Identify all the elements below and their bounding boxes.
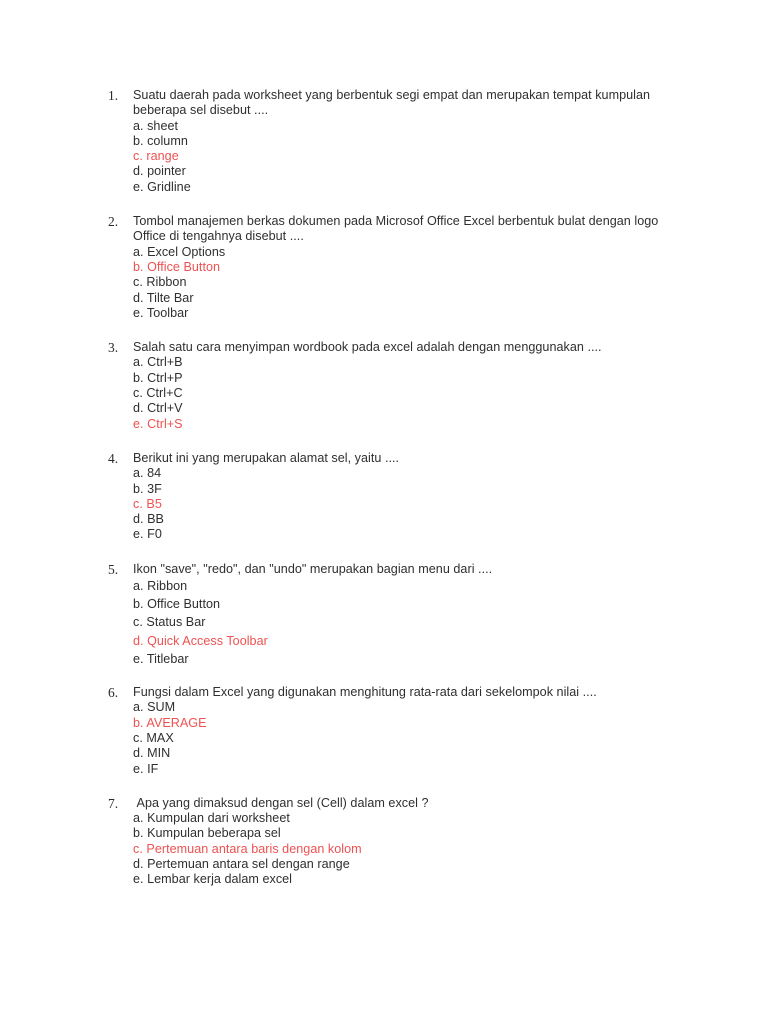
question-block-7 [108, 796, 668, 888]
option-6-e[interactable]: e. IF [133, 761, 159, 776]
option-7-d[interactable]: d. Pertemuan antara sel dengan range [133, 857, 350, 871]
option-1-e[interactable]: e. Gridline [133, 179, 191, 194]
option-1-b[interactable]: b. column [133, 133, 188, 148]
option-list-4 [108, 466, 668, 542]
question-heading-4 [108, 451, 668, 466]
option-4-b[interactable]: b. 3F [133, 481, 162, 496]
question-text-6: Fungsi dalam Excel yang digunakan menghitung rata-rata dari sekelompok nilai .... [133, 685, 597, 700]
question-heading-5 [108, 562, 668, 577]
option-2-e[interactable]: e. Toolbar [133, 305, 189, 320]
option-4-c[interactable]: c. B5 [133, 496, 162, 511]
quiz-question-list [108, 88, 668, 907]
question-text-5: Ikon "save", "redo", dan "undo" merupakan bagian menu dari .... [133, 561, 493, 576]
option-2-c[interactable]: c. Ribbon [133, 275, 187, 290]
question-heading-7 [108, 796, 668, 811]
question-heading-1 [108, 88, 668, 119]
question-text-7: Apa yang dimaksud dengan sel (Cell) dalam excel ? [133, 795, 429, 810]
option-7-a[interactable]: a. Kumpulan dari worksheet [133, 811, 290, 826]
question-block-5 [108, 562, 668, 668]
option-7-c[interactable]: c. Pertemuan antara baris dengan kolom [133, 841, 362, 856]
option-7-b[interactable]: b. Kumpulan beberapa sel [133, 826, 281, 841]
question-text-2: Tombol manajemen berkas dokumen pada Microsof Office Excel berbentuk bulat dengan logo Office di tengahnya disebut .... [133, 214, 662, 244]
option-3-b[interactable]: b. Ctrl+P [133, 370, 183, 385]
option-list-3 [108, 355, 668, 431]
option-6-d[interactable]: d. MIN [133, 746, 171, 761]
option-1-c[interactable]: c. range [133, 149, 179, 164]
option-1-a[interactable]: a. sheet [133, 118, 179, 133]
question-number-6: 6. [108, 685, 119, 701]
option-list-5 [108, 577, 668, 668]
option-7-e[interactable]: e. Lembar kerja dalam excel [133, 872, 293, 887]
option-3-e[interactable]: e. Ctrl+S [133, 416, 183, 431]
question-block-4 [108, 451, 668, 543]
question-block-1 [108, 88, 668, 195]
option-2-d[interactable]: d. Tilte Bar [133, 290, 194, 305]
option-1-d[interactable]: d. pointer [133, 164, 186, 179]
question-heading-3 [108, 340, 668, 355]
option-6-b[interactable]: b. AVERAGE [133, 715, 207, 730]
option-4-e[interactable]: e. F0 [133, 527, 162, 542]
option-list-7 [108, 811, 668, 887]
question-number-4: 4. [108, 450, 119, 466]
option-4-a[interactable]: a. 84 [133, 466, 162, 481]
question-number-1: 1. [108, 88, 119, 103]
question-number-2: 2. [108, 214, 119, 230]
question-number-5: 5. [108, 561, 119, 577]
question-number-7: 7. [108, 795, 119, 811]
question-heading-6 [108, 685, 668, 700]
option-list-6 [108, 700, 668, 776]
option-5-d[interactable]: d. Quick Access Toolbar [133, 633, 268, 648]
option-4-d[interactable]: d. BB [133, 512, 164, 527]
option-2-b[interactable]: b. Office Button [133, 259, 221, 274]
option-list-2 [108, 245, 668, 321]
question-block-6 [108, 685, 668, 777]
question-number-3: 3. [108, 340, 119, 356]
option-5-c[interactable]: c. Status Bar [133, 615, 206, 630]
question-block-2 [108, 214, 668, 321]
option-5-b[interactable]: b. Office Button [133, 597, 221, 612]
question-block-3 [108, 340, 668, 432]
option-5-a[interactable]: a. Ribbon [133, 579, 188, 594]
question-heading-2 [108, 214, 668, 245]
option-5-e[interactable]: e. Titlebar [133, 651, 189, 666]
option-6-c[interactable]: c. MAX [133, 730, 174, 745]
option-3-c[interactable]: c. Ctrl+C [133, 386, 183, 401]
option-6-a[interactable]: a. SUM [133, 700, 176, 715]
option-3-d[interactable]: d. Ctrl+V [133, 401, 183, 416]
option-2-a[interactable]: a. Excel Options [133, 244, 226, 259]
option-list-1 [108, 119, 668, 195]
question-text-1: Suatu daerah pada worksheet yang berbentuk segi empat dan merupakan tempat kumpulan beberapa sel disebut .... [133, 88, 654, 118]
option-3-a[interactable]: a. Ctrl+B [133, 355, 183, 370]
question-text-4: Berikut ini yang merupakan alamat sel, yaitu .... [133, 450, 400, 465]
question-text-3: Salah satu cara menyimpan wordbook pada excel adalah dengan menggunakan .... [133, 340, 602, 355]
